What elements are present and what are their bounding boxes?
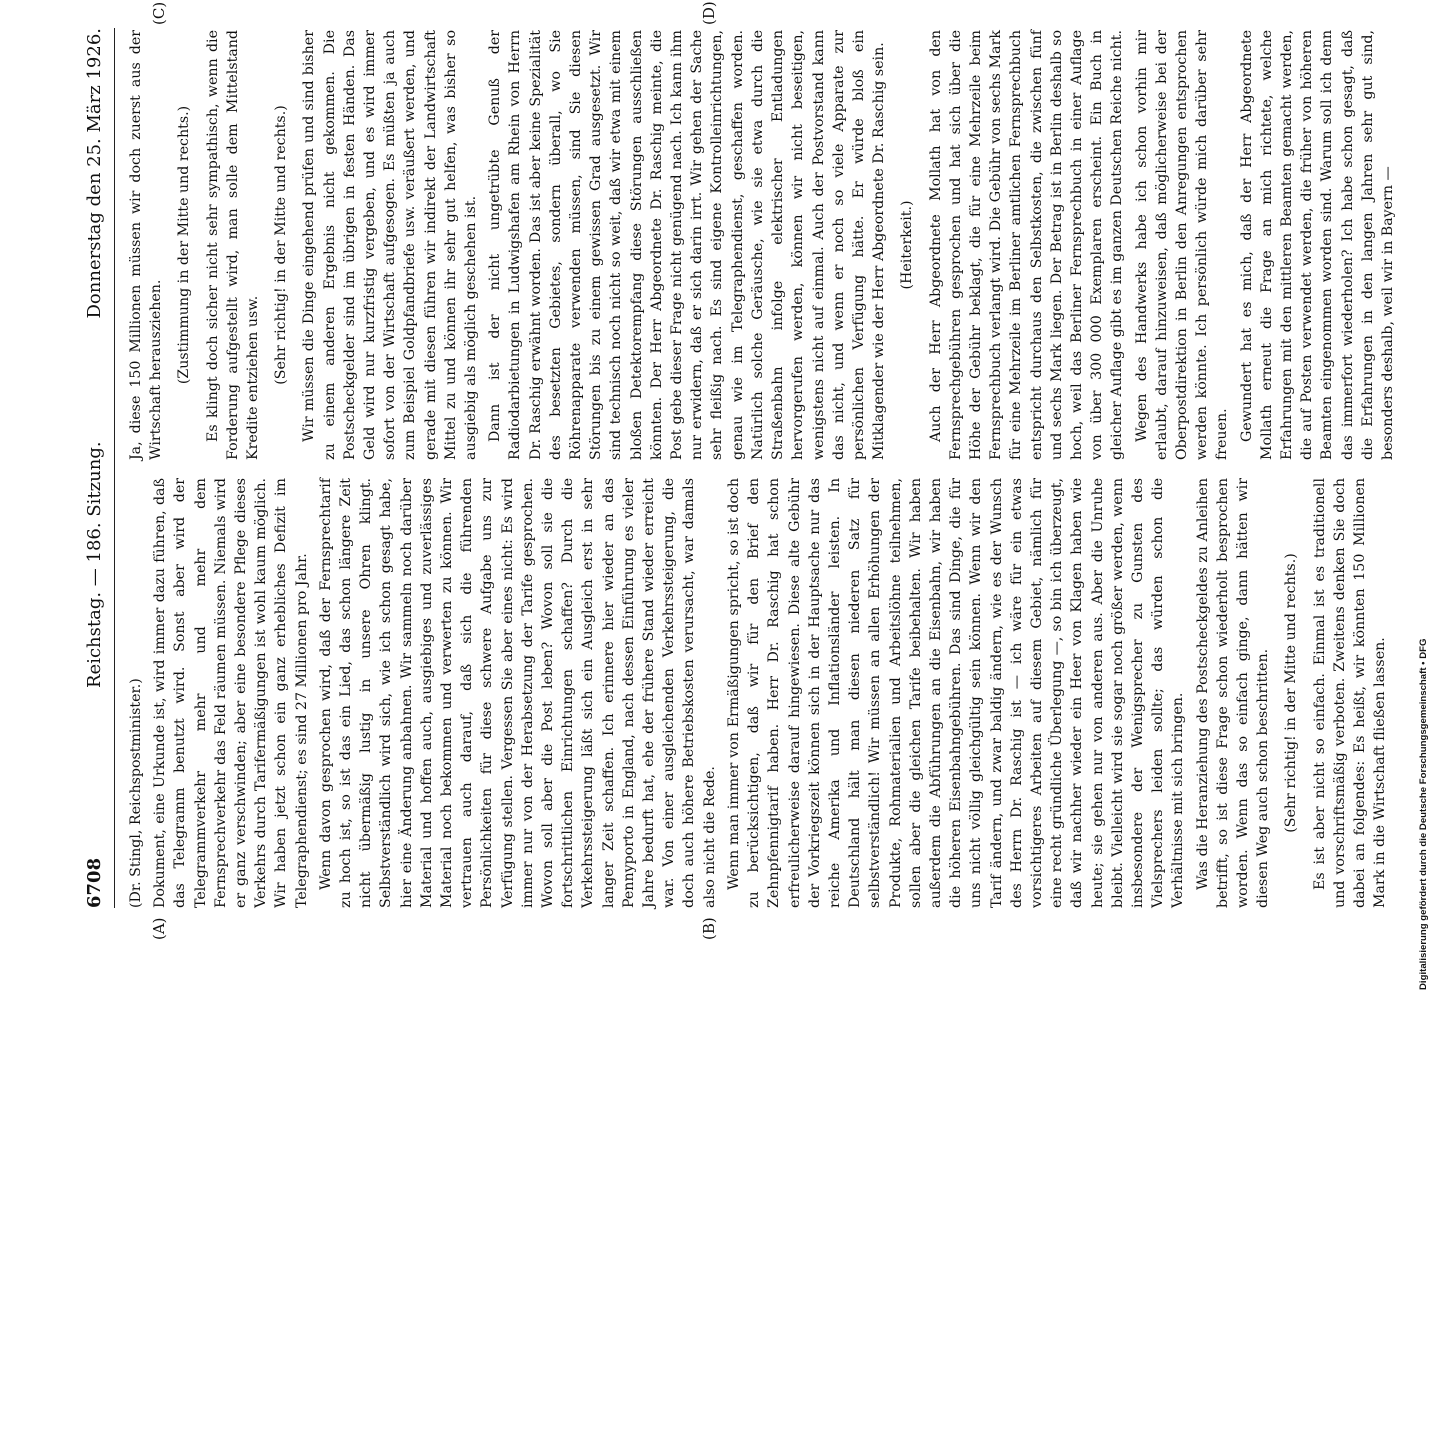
- interjection: (Heiterkeit.): [899, 200, 916, 290]
- paragraph: Auch der Herr Abgeordnete Mollath hat von den Fernsprechgebühren gesprochen und hat sich über die Höhe der Gebühr beklagt, die für eine Mehrzeile beim Fernsprechbuch verlangt wird. Die Gebühr von sechs Mark für eine Mehrzeile im Berliner amtlichen Fernsprechbuch entspricht durchaus den Selbstkosten, die zwischen fünf und sechs Mark liegen. Der Betrag ist in Berlin deshalb so hoch, weil das Berliner Fernsprechbuch in einer Auflage von über 300 000 Exemplaren erscheint. Ein Buch in gleicher Auflage gibt es im ganzen Deutschen Reiche nicht.: [927, 29, 1126, 460]
- interjection: (Sehr richtig! in der Mitte und rechts.): [1283, 553, 1300, 833]
- paragraph: Es ist aber nicht so einfach. Einmal ist es traditionell und vorschriftsmäßig verboten. Zweitens denken Sie doch dabei an folgendes: Es heißt, wir könnten 150 Millionen Mark in die Wirtschaft fließen lassen.: [1311, 478, 1389, 908]
- digitization-credit-text: Digitalisierung gefördert durch die Deutsche Forschungsgemeinschaft • DFG: [1418, 638, 1429, 990]
- session-title: Reichstag. — 186. Sitzung.: [84, 441, 105, 688]
- interjection: (Zustimmung in der Mitte und rechts.): [176, 105, 193, 385]
- paragraph: Gewundert hat es mich, daß der Herr Abgeordnete Mollath erneut die Frage an mich richtete, welche Erfahrungen mit den mittleren Beamten gemacht werden, die auf Posten verwendet werden, die früher von höheren Beamten eingenommen worden sind. Warum soll ich denn das immerfort wiederholen? Ich habe schon gesagt, daß die Erfahrungen in den langen Jahren sehr gut sind, besonders deshalb, weil wir in Bayern —: [1238, 30, 1396, 460]
- text-column-right: [126, 30, 1402, 460]
- margin-mark-b: (B): [700, 917, 718, 940]
- page-number: 6708: [84, 857, 105, 908]
- paragraph: Dann ist der nicht ungetrübte Genuß der Radiodarbietungen in Ludwigshafen am Rhein von Herrn Dr. Raschig erwähnt worden. Das ist aber keine Spezialität des besetzten Gebietes, sondern überall, wo Sie Röhrenapparate verwenden müssen, sind Sie diesen Störungen bis zu einem gewissen Grad ausgesetzt. Wir sind technisch noch nicht so weit, daß wir etwa mit einem bloßen Detektorempfang diese Störungen ausschließen könnten. Der Herr Abgeordnete Dr. Raschig meinte, die Post gebe dieser Frage nicht genügend nach. Ich kann ihm nur erwidern, daß er sich darin irrt. Wir gehen der Sache sehr fleißig nach. Es sind eigene Kontrolleinrichtungen, genau wie im Telegraphendienst, geschaffen worden. Natürlich solche Geräusche, wie sie etwa durch die Straßenbahn infolge elektrischer Entladungen hervorgerufen werden, können wir nicht beseitigen, wenigstens nicht auf einmal. Auch der Postvorstand kann das nicht, und wenn er noch so viele Apparate zur persönlichen Verfügung hätte. Er würde bloß ein Mitklagender wie der Herr Abgeordnete Dr. Raschig sein.: [487, 30, 888, 460]
- text-column-left: [126, 478, 1394, 908]
- paragraph: Dokument, eine Urkunde ist, wird immer dazu führen, daß das Telegramm benutzt wird. Sonst aber wird der Telegrammverkehr mehr und mehr dem Fernsprechverkehr das Feld räumen müssen. Niemals wird er ganz verschwinden; aber eine besondere Pflege dieses Verkehrs durch Tarifermäßigungen ist wohl kaum möglich. Wir haben jetzt schon ein ganz erhebliches Defizit im Telegraphendienst; es sind 27 Millionen pro Jahr.: [152, 478, 310, 908]
- margin-mark-d: (D): [700, 1, 718, 25]
- paragraph: Es klingt doch sicher nicht sehr sympathisch, wenn die Forderung aufgestellt wird, man solle dem Mittelstand Kredite entziehen usw.: [204, 30, 262, 460]
- paragraph: Wir müssen die Dinge eingehend prüfen und sind bisher zu einem anderen Ergebnis nicht gekommen. Die Postscheckgelder sind im übrigen in festen Händen. Das Geld wird nur kurzfristig vergeben, und es wird immer sofort von der Wirtschaft aufgesogen. Es müßten ja auch zum Beispiel Goldpfandbriefe usw. veräußert werden, und gerade mit diesen führen wir indirekt der Landwirtschaft Mittel zu und können ihr sehr gut helfen, was bisher so ausgiebig als möglich geschehen ist.: [301, 30, 480, 460]
- digitization-credit: [1418, 6, 1438, 996]
- paragraph: Wenn man immer von Ermäßigungen spricht, so ist doch zu berücksichtigen, daß wir für den Brief den Zehnpfennigtarif haben. Herr Dr. Raschig hat schon erfreulicherweise darauf hingewiesen. Diese alte Gebühr der Vorkriegszeit können sich in der Hauptsache nur das reiche Amerika und Inflationsländer leisten. In Deutschland hält man diesen niederen Satz für selbstverständlich! Wir müssen an allen Erhöhungen der Produkte, Rohmaterialien und Arbeitslöhne teilnehmen, sollen aber die gleichen Tarife beibehalten. Wir haben außerdem die Abführungen an die Eisenbahn, wir haben die höheren Eisenbahngebühren. Das sind Dinge, die für uns nicht völlig gleichgültig sein können. Wenn wir den Tarif ändern, und zwar baldig ändern, wie es der Wunsch des Herrn Dr. Raschig ist — ich wäre für ein etwas vorsichtigeres Arbeiten auf diesem Gebiet, nämlich für eine recht gründliche Überlegung —, so bin ich überzeugt, daß wir nachher wieder ein Heer von Klagen haben wie heute; sie gehen nur von anderen aus. Aber die Unruhe bleibt. Vielleicht wird sie sogar noch größer werden, wenn insbesondere der Wenigsprecher zu Gunsten des Vielsprechers leiden sollte; das würden schon die Verhältnisse mit sich bringen.: [725, 478, 1187, 908]
- paragraph: Wenn davon gesprochen wird, daß der Fernsprechtarif zu hoch ist, so ist das ein Lied, das schon längere Zeit nicht übermäßig lustig in unsere Ohren klingt. Selbstverständlich wird sich, wie ich schon gesagt habe, hier eine Änderung anbahnen. Wir sammeln noch darüber Material und hoffen auch, ausgiebiges und zuverlässiges Material noch bekommen und verwerten zu können. Wir vertrauen auch darauf, daß sich die führenden Persönlichkeiten für diese schwere Aufgabe uns zur Verfügung stellen. Vergessen Sie aber eines nicht: Es wird immer nur von der Herabsetzung der Tarife gesprochen. Wovon soll aber die Post leben? Wovon soll sie die fortschrittlichen Einrichtungen schaffen? Durch die Verkehrssteigerung läßt sich ein Ausgleich erst in sehr langer Zeit schaffen. Ich erinnere hier wieder an das Pennyporto in England, nach dessen Einführung es vieler Jahre bedurft hat, ehe der frühere Stand wieder erreicht war. Von einer ausgleichenden Verkehrssteigerung, die doch auch höhere Betriebskosten verursacht, war damals also nicht die Rede.: [317, 478, 718, 908]
- paragraph: Wegen des Handwerks habe ich schon vorhin mir erlaubt, darauf hinzuweisen, daß möglicherweise bei der Oberpostdirektion in Berlin den Anregungen entsprochen werden könnte. Ich persönlich würde mich darüber sehr freuen.: [1133, 30, 1231, 460]
- page-header: [78, 28, 115, 908]
- paragraph: Ja, diese 150 Millionen müssen wir doch zuerst aus der Wirtschaft herausziehen.: [128, 30, 165, 460]
- margin-mark-c: (C): [150, 1, 168, 25]
- paragraph: Was die Heranziehung des Postscheckgeldes zu Anleihen betrifft, so ist diese Frage schon wiederholt besprochen worden. Wenn das so einfach ginge, dann hätten wir diesen Weg auch schon beschritten.: [1194, 478, 1272, 908]
- session-date: Donnerstag den 25. März 1926.: [84, 28, 105, 319]
- speaker-line: (Dr. Stingl, Reichspostminister.): [128, 678, 144, 908]
- margin-mark-a: (A): [150, 917, 168, 940]
- interjection: (Sehr richtig! in der Mitte und rechts.): [273, 105, 290, 385]
